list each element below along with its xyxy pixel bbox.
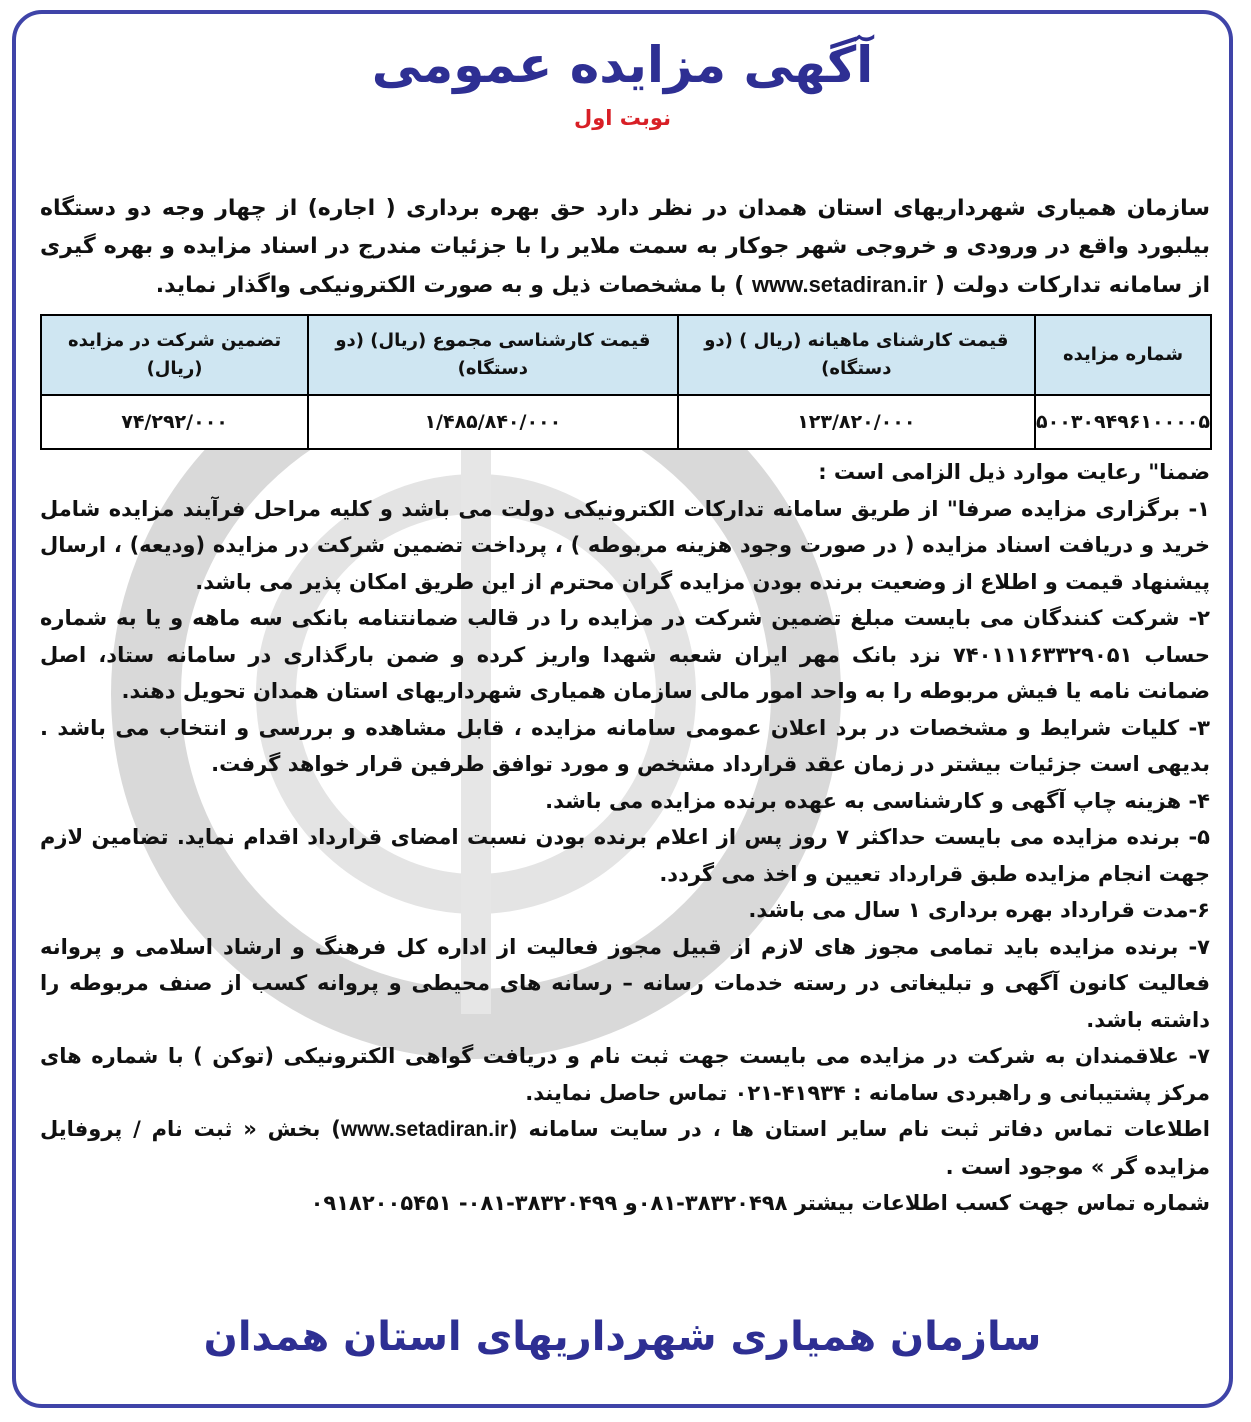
contact-info xyxy=(40,1111,1210,1185)
cell-auction-number: ۵۰۰۳۰۹۴۹۶۱۰۰۰۰۵ xyxy=(1035,395,1211,449)
cell-monthly-price: ۱۲۳/۸۲۰/۰۰۰ xyxy=(678,395,1035,449)
header-auction-number: شماره مزایده xyxy=(1035,315,1211,395)
auction-table xyxy=(40,314,1212,450)
organization-name: سازمان همیاری شهرداریهای استان همدان xyxy=(203,1314,1042,1360)
phone-numbers: شماره تماس جهت کسب اطلاعات بیشتر ۳۸۳۲۰۴۹۸-۰۸۱و ۳۸۳۲۰۴۹۹-۰۸۱- ۰۹۱۸۲۰۰۵۴۵۱ xyxy=(310,1191,1210,1215)
header-monthly-price: قیمت کارشنای ماهیانه (ریال ) (دو دستگاه) xyxy=(678,315,1035,395)
contact-setadiran-link[interactable]: www.setadiran.ir xyxy=(340,1118,509,1141)
intro-text-end: ) با مشخصات ذیل و به صورت الکترونیکی واگذار نماید. xyxy=(155,273,745,298)
condition-item-7a: ۷- برنده مزایده باید تمامی مجوز های لازم از قبیل مجوز فعالیت از اداره کل فرهنگ و ارشاد اسلامی و پروانه فعالیت کانون آگهی و تبلیغاتی در رسته خدمات رسانه – رسانه های محیطی و پروانه کسب از صنف مربوطه را داشته باشد. xyxy=(40,934,1210,1032)
header-guarantee: تضمین شرکت در مزایده (ریال) xyxy=(41,315,308,395)
contact-text-end: ) بخش « ثبت نام / پروفایل مزایده گر » موجود است . xyxy=(40,1117,1210,1179)
condition-item-5: ۵- برنده مزایده می بایست حداکثر ۷ روز پس از اعلام برنده بودن نسبت امضای قرارداد اقدام نماید. تضامین لازم جهت انجام مزایده طبق قرارداد تعیین و اخذ می گردد. xyxy=(40,825,1210,886)
condition-item-4: ۴- هزینه چاپ آگهی و کارشناسی به عهده برنده مزایده می باشد. xyxy=(545,788,1210,813)
intro-text: سازمان همیاری شهرداریهای استان همدان در نظر دارد حق بهره برداری ( اجاره) از چهار وجه دو دستگاه بیلبورد واقع در ورودی و خروجی شهر جوکار به سمت ملایر را با جزئیات مندرج در اسناد مزایده و بهره گیری از سامانه تدارکات دولت ( xyxy=(40,196,1210,298)
condition-item-7b: ۷- علاقمندان به شرکت در مزایده می بایست جهت ثبت نام و دریافت گواهی الکترونیکی (توکن ) با شماره های مرکز پشتیبانی و راهبردی سامانه : ۴۱۹۳۴-۰۲۱ تماس حاصل نمایند. xyxy=(40,1044,1210,1105)
condition-item-2: ۲- شرکت کنندگان می بایست مبلغ تضمین شرکت در مزایده را در قالب ضمانتنامه بانکی سه ماهه و یا به شماره حساب ۷۴۰۱۱۱۶۳۳۲۹۰۵۱ نزد بانک مهر ایران شعبه شهدا واریز کرده و ضمن بارگذاری در سامانه ستاد، اصل ضمانت نامه یا فیش مربوطه را به واحد امور مالی سازمان همیاری شهرداریهای استان همدان تحویل دهند. xyxy=(40,606,1210,703)
page-title: آگهی مزایده عمومی xyxy=(371,36,874,94)
conditions-list xyxy=(40,454,1210,1222)
announcement-frame xyxy=(12,10,1233,1408)
condition-item-3: ۳- کلیات شرایط و مشخصات در برد اعلان عمومی سامانه مزایده ، قابل مشاهده و بررسی و انتخاب می باشد . بدیهی است جزئیات بیشتر در زمان عقد قرارداد مشخص و مورد توافق طرفین قرار خواهد گرفت. xyxy=(40,715,1210,776)
intro-paragraph xyxy=(40,190,1210,305)
conditions-intro: ضمنا" رعایت موارد ذیل الزامی است : xyxy=(818,460,1210,484)
condition-item-6: ۶-مدت قرارداد بهره برداری ۱ سال می باشد. xyxy=(748,898,1210,922)
table-header-row xyxy=(41,315,1211,395)
cell-total-price: ۱/۴۸۵/۸۴۰/۰۰۰ xyxy=(308,395,677,449)
cell-guarantee: ۷۴/۲۹۲/۰۰۰ xyxy=(41,395,308,449)
table-row xyxy=(41,395,1211,449)
condition-item-1: ۱- برگزاری مزایده صرفا" از طریق سامانه تدارکات الکترونیکی دولت می باشد و کلیه مراحل فرآیند مزایده شامل خرید و دریافت اسناد مزایده ( در صورت وجود هزینه مربوطه ) ، پرداخت تضمین شرکت در مزایده (ودیعه) ، ارسال پیشنهاد قیمت و اطلاع از وضعیت برنده بودن مزایده گران محترم از این طریق امکان پذیر می باشد. xyxy=(40,496,1210,594)
round-label: نوبت اول xyxy=(574,106,671,130)
contact-text: اطلاعات تماس دفاتر ثبت نام سایر استان ها ، در سایت سامانه ( xyxy=(508,1117,1210,1141)
setadiran-link[interactable]: www.setadiran.ir xyxy=(751,272,928,297)
header-total-price: قیمت کارشناسی مجموع (ریال) (دو دستگاه) xyxy=(308,315,677,395)
